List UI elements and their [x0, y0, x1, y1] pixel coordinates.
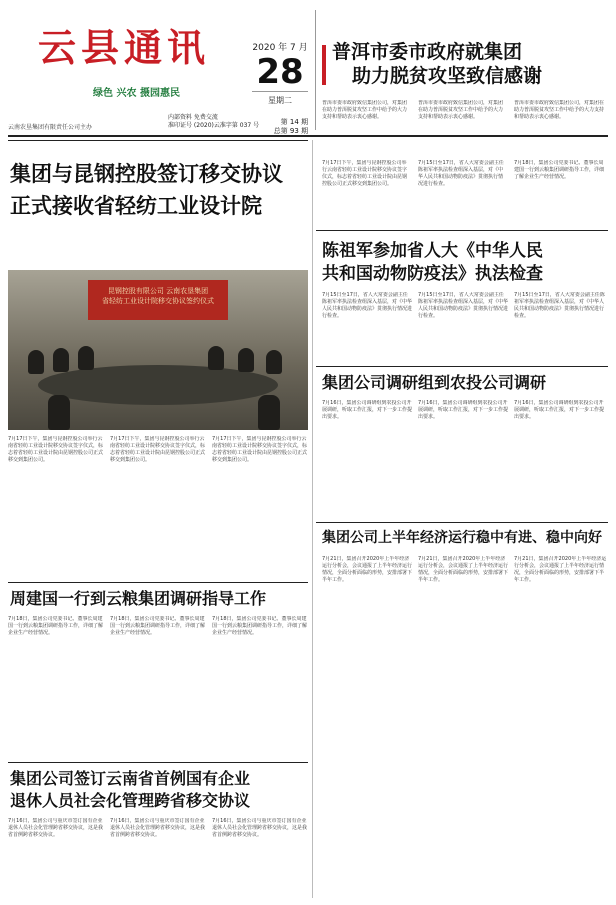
masthead-slogan: 绿色 兴农 摄园惠民 — [93, 88, 180, 99]
text-col: 7月17日下午，集团与昆钢控股公司举行云南省轻纺工业设计院移交协议签字仪式，标志着省轻纺工业设计院由昆钢控股公司正式移交到集团公司。 — [8, 436, 103, 463]
rule — [8, 582, 308, 583]
text-col: 7月17日下午，集团与昆钢控股公司举行云南省轻纺工业设计院移交协议签字仪式，标志着省轻纺工业设计院由昆钢控股公司正式移交到集团公司。 — [322, 160, 408, 187]
text-col: 7月16日，集团公司与重庆市签订国有企业退休人员社会化管理跨省移交协议，这是我省首例跨省移交协议。 — [212, 818, 308, 838]
text-col: 7月16日，集团公司与重庆市签订国有企业退休人员社会化管理跨省移交协议，这是我省首例跨省移交协议。 — [8, 818, 103, 838]
masthead-divider — [315, 10, 316, 130]
text-col: 7月17日下午，集团与昆钢控股公司举行云南省轻纺工业设计院移交协议签字仪式，标志着省轻纺工业设计院由昆钢控股公司正式移交到集团公司。 — [110, 436, 205, 463]
text-col: 普洱市委市政府致信集团公司，对集团在助力普洱脱贫攻坚工作中给予的大力支持和帮助表示衷心感谢。 — [322, 100, 408, 120]
text-col: 7月16日，集团公司调研组到农投公司开展调研，听取工作汇报，对下一步工作提出要求。 — [514, 400, 605, 420]
text-col: 7月18日，集团公司党委书记、董事长周建国一行到云粮集团调研指导工作，详细了解企业生产经营情况。 — [514, 160, 605, 180]
headline-chen — [322, 240, 612, 286]
banner-line2: 省轻纺工业设计院移交协议签约仪式 — [102, 297, 214, 305]
weekday: 星期二 — [252, 91, 308, 106]
photo-banner — [88, 280, 228, 320]
text-col: 7月17日下午，集团与昆钢控股公司举行云南省轻纺工业设计院移交协议签字仪式，标志着省轻纺工业设计院由昆钢控股公司正式移交到集团公司。 — [212, 436, 308, 463]
rule — [316, 366, 608, 367]
publication-meta — [168, 114, 283, 130]
headline-thanks — [332, 40, 602, 88]
column-divider — [312, 140, 313, 898]
headline-main-line1: 集团与昆钢控股签订移交协议 — [10, 161, 283, 186]
person-figure — [238, 348, 254, 372]
text-col: 普洱市委市政府致信集团公司，对集团在助力普洱脱贫攻坚工作中给予的大力支持和帮助表示衷心感谢。 — [418, 100, 504, 120]
headline-accent — [322, 45, 326, 85]
headline-main-line2: 正式接收省轻纺工业设计院 — [10, 193, 262, 218]
person-figure — [266, 350, 282, 374]
person-figure — [78, 346, 94, 370]
date-year-month: 2020 年 7 月 — [252, 43, 308, 53]
text-col: 7月21日，集团召开2020年上半年经济运行分析会，会议通报了上半年经济运行情况，全面分析面临的形势，安排部署下半年工作。 — [514, 556, 607, 583]
text-col: 7月18日，集团公司党委书记、董事长周建国一行到云粮集团调研指导工作，详细了解企业生产经营情况。 — [8, 616, 103, 636]
date-box — [252, 40, 308, 106]
banner-line1: 昆钢控股有限公司 云南农垦集团 — [107, 287, 209, 295]
rule — [316, 230, 608, 231]
headline-thanks-line2: 助力脱贫攻坚致信感谢 — [352, 65, 543, 87]
text-col: 7月15日至17日，省人大常委会副主任陈祖军率执法检查组深入基层，对《中华人民共和国动物防疫法》贯彻执行情况进行检查。 — [514, 292, 605, 319]
person-figure — [28, 350, 44, 374]
headline-survey: 集团公司调研组到农投公司调研 — [322, 373, 547, 392]
headline-retire-line2: 退休人员社会化管理跨省移交协议 — [10, 791, 251, 810]
text-col: 7月16日，集团公司调研组到农投公司开展调研，听取工作汇报，对下一步工作提出要求。 — [322, 400, 412, 420]
text-col: 7月21日，集团召开2020年上半年经济运行分析会，会议通报了上半年经济运行情况，全面分析面临的形势，安排部署下半年工作。 — [322, 556, 412, 583]
headline-thanks-line1: 普洱市委市政府就集团 — [332, 41, 523, 63]
issue-number: 第 14 期 — [280, 118, 308, 126]
headline-half-year: 集团公司上半年经济运行稳中有进、稳中向好 — [322, 530, 602, 546]
text-col: 7月18日，集团公司党委书记、董事长周建国一行到云粮集团调研指导工作，详细了解企业生产经营情况。 — [110, 616, 205, 636]
headline-retire-line1: 集团公司签订云南省首例国有企业 — [10, 769, 251, 788]
text-col: 7月15日至17日，省人大常委会副主任陈祖军率执法检查组深入基层，对《中华人民共和国动物防疫法》贯彻执行情况进行检查。 — [322, 292, 412, 319]
text-col: 7月16日，集团公司与重庆市签订国有企业退休人员社会化管理跨省移交协议，这是我省首例跨省移交协议。 — [110, 818, 205, 838]
rule — [8, 762, 308, 763]
headline-yunnan: 周建国一行到云粮集团调研指导工作 — [10, 589, 267, 608]
text-col: 7月16日，集团公司调研组到农投公司开展调研，听取工作汇报，对下一步工作提出要求。 — [418, 400, 508, 420]
text-col: 普洱市委市政府致信集团公司，对集团在助力普洱脱贫攻坚工作中给予的大力支持和帮助表示衷心感谢。 — [514, 100, 605, 120]
permit-number: 准印证号 (2020)云准字第 037 号 — [168, 122, 260, 129]
date-day: 28 — [256, 52, 304, 92]
text-col: 7月21日，集团召开2020年上半年经济运行分析会，会议通报了上半年经济运行情况，全面分析面临的形势，安排部署下半年工作。 — [418, 556, 508, 583]
issue-info — [268, 118, 308, 136]
rule — [8, 140, 308, 141]
total-issue: 总第 93 期 — [273, 127, 308, 135]
sponsor: 云南农垦集团有限责任公司主办 — [8, 124, 93, 131]
person-figure — [258, 395, 280, 430]
text-col: 7月15日至17日，省人大常委会副主任陈祖军率执法检查组深入基层，对《中华人民共和国动物防疫法》贯彻执行情况进行检查。 — [418, 292, 508, 319]
headline-retire — [10, 768, 310, 812]
meeting-photo — [8, 270, 308, 430]
headline-chen-line1: 陈祖军参加省人大《中华人民 — [322, 241, 543, 261]
rule — [316, 522, 608, 523]
internal-note: 内部资料 免费交流 — [168, 114, 218, 121]
masthead-logo: 云县通讯 — [38, 25, 211, 70]
text-col: 7月15日至17日，省人大常委会副主任陈祖军率执法检查组深入基层，对《中华人民共和国动物防疫法》贯彻执行情况进行检查。 — [418, 160, 504, 187]
text-col: 7月18日，集团公司党委书记、董事长周建国一行到云粮集团调研指导工作，详细了解企业生产经营情况。 — [212, 616, 308, 636]
headline-main — [10, 158, 310, 222]
headline-chen-line2: 共和国动物防疫法》执法检查 — [322, 264, 543, 284]
person-figure — [53, 348, 69, 372]
person-figure — [48, 395, 70, 430]
person-figure — [208, 346, 224, 370]
